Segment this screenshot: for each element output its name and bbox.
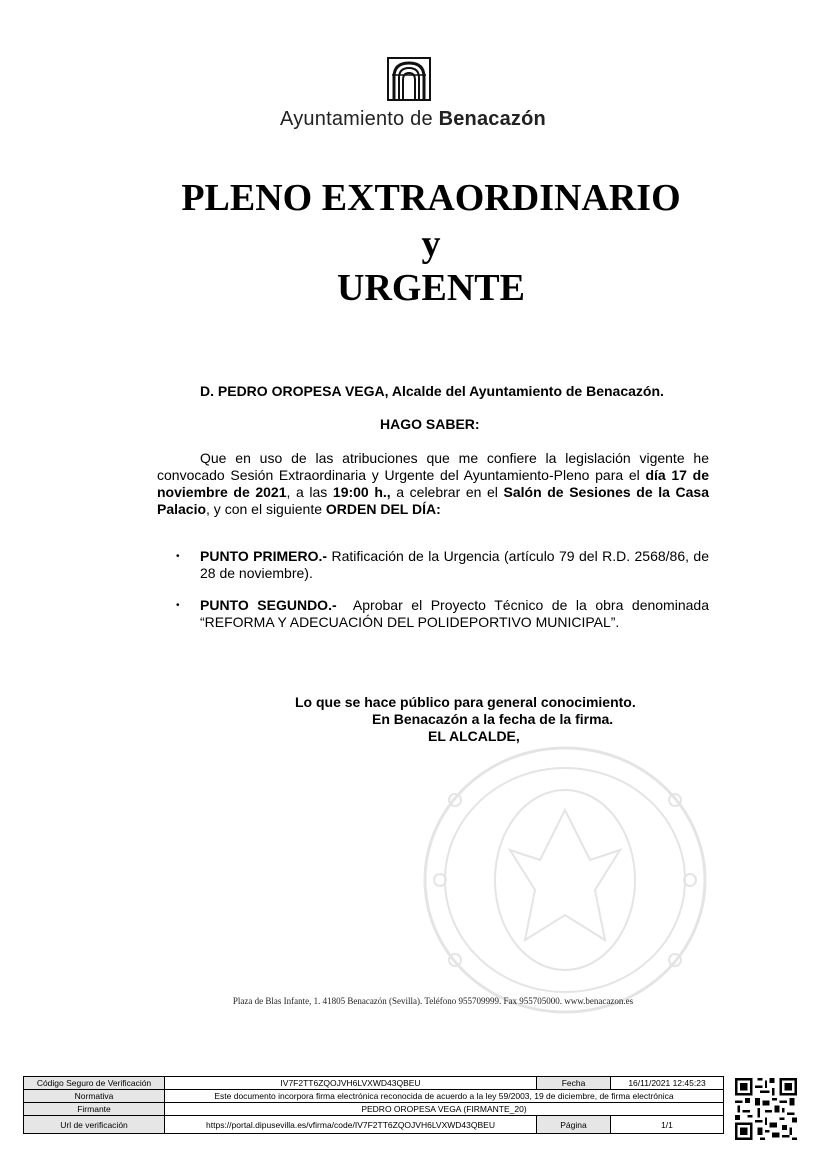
hago-saber-heading: HAGO SABER:: [380, 416, 480, 432]
para-date: día 17 de noviembre de 2021: [157, 467, 709, 500]
agenda-item-text: Ratificación de la Urgencia (artículo 79 del R.D. 2568/86, de 28 de noviembre).: [200, 548, 709, 581]
organization-town: Benacazón: [438, 108, 546, 130]
table-row: [24, 1116, 724, 1134]
para-text-4: , y con el siguiente: [206, 501, 326, 517]
para-order: ORDEN DEL DÍA:: [325, 501, 441, 517]
municipal-seal-watermark: [415, 740, 715, 1030]
table-row: [24, 1103, 724, 1116]
organization-name: [0, 108, 826, 131]
agenda-item-text: Aprobar el Proyecto Técnico de la obra denominada “REFORMA Y ADECUACIÓN DEL POLIDEPORTIVO MUNICIPAL”.: [200, 597, 713, 630]
agenda-item-heading: PUNTO PRIMERO.-: [200, 548, 328, 564]
pagina-label: Página: [537, 1116, 611, 1134]
pagina-value: 1/1: [611, 1116, 724, 1134]
url-value[interactable]: https://portal.dipusevilla.es/vfirma/code/IV7F2TT6ZQOJVH6LVXWD43QBEU: [165, 1116, 537, 1134]
arch-logo-icon: [387, 57, 431, 101]
mayor-name: D. PEDRO OROPESA VEGA: [200, 383, 385, 399]
title-line-3: URGENTE: [337, 267, 525, 309]
qr-code-icon[interactable]: [735, 1078, 797, 1140]
para-text-1: Que en uso de las atribuciones que me confiere la legislación vigente he convocado Sesión Extraordinaria y Urgente del Ayuntamiento-Pleno para el: [157, 450, 709, 483]
firmante-value: PEDRO OROPESA VEGA (FIRMANTE_20): [165, 1103, 724, 1116]
signatory-title: EL ALCALDE,: [428, 728, 520, 744]
normativa-label: Normativa: [24, 1090, 165, 1103]
agenda-item-heading: PUNTO SEGUNDO.-: [200, 597, 337, 613]
fecha-label: Fecha: [537, 1077, 611, 1090]
title-line-2: y: [421, 223, 441, 265]
para-place: Salón de Sesiones de la Casa Palacio: [157, 484, 709, 517]
url-label: Url de verificación: [24, 1116, 165, 1134]
footer-address: Plaza de Blas Infante, 1. 41805 Benacazón (Sevilla). Teléfono 955709999. Fax 955705000. www.benacazon.es: [232, 996, 634, 1006]
organization-prefix: Ayuntamiento de: [280, 108, 433, 130]
para-text-3: a celebrar en el: [390, 484, 504, 500]
mayor-line: [200, 383, 720, 400]
table-row: [24, 1077, 724, 1090]
para-text-2: , a las: [286, 484, 333, 500]
csv-value: IV7F2TT6ZQOJVH6LVXWD43QBEU: [165, 1077, 537, 1090]
csv-label: Código Seguro de Verificación: [24, 1077, 165, 1090]
fecha-value: 16/11/2021 12:45:23: [611, 1077, 724, 1090]
closing-line-1: Lo que se hace público para general conocimiento.: [295, 694, 636, 710]
title-line-1: PLENO EXTRAORDINARIO: [181, 177, 681, 219]
bullet-icon: •: [176, 600, 180, 611]
mayor-role: , Alcalde del Ayuntamiento de Benacazón.: [384, 383, 664, 399]
verification-table: [23, 1076, 724, 1134]
table-row: [24, 1090, 724, 1103]
bullet-icon: •: [176, 551, 180, 562]
para-time: 19:00 h.,: [332, 484, 391, 500]
firmante-label: Firmante: [24, 1103, 165, 1116]
closing-line-2: En Benacazón a la fecha de la firma.: [372, 711, 614, 727]
convocation-paragraph: [157, 450, 709, 518]
normativa-value: Este documento incorpora firma electrónica reconocida de acuerdo a la ley 59/2003, 19 de diciembre, de firma electrónica: [165, 1090, 724, 1103]
